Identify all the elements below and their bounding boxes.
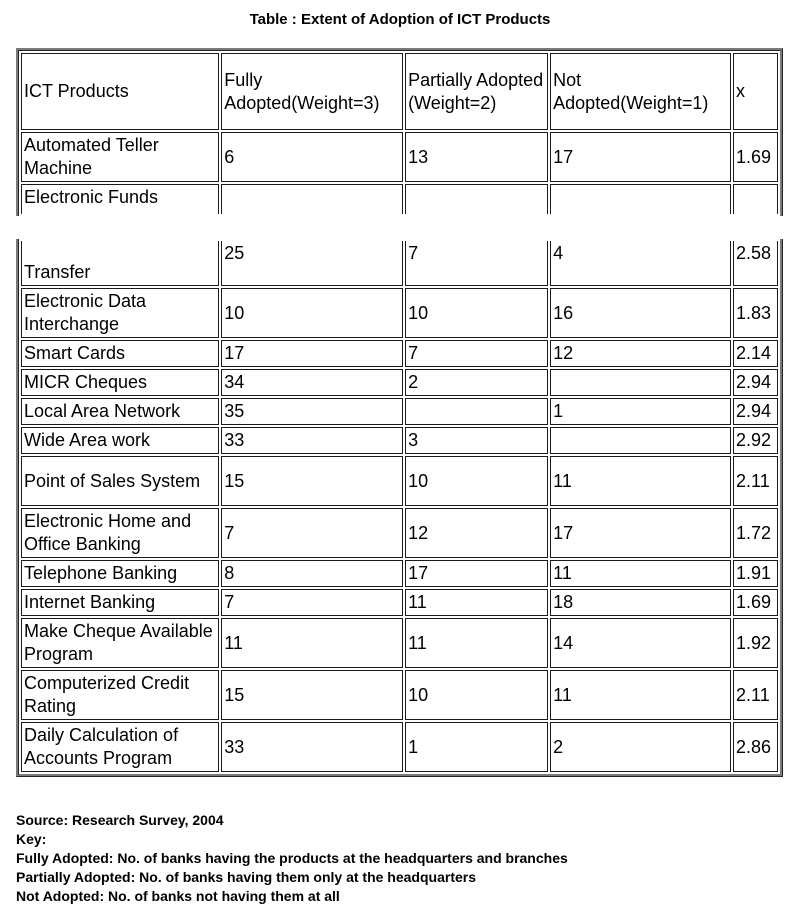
fully-cell: 33 bbox=[221, 427, 403, 454]
fully-cell: 6 bbox=[221, 132, 403, 182]
x-cell: 2.11 bbox=[733, 670, 778, 720]
partially-cell: 13 bbox=[405, 132, 548, 182]
not-cell: 17 bbox=[550, 508, 731, 558]
x-cell: 1.92 bbox=[733, 618, 778, 668]
x-cell: 2.58 bbox=[733, 241, 778, 286]
product-cell: Wide Area work bbox=[21, 427, 219, 454]
table-title: Table : Extent of Adoption of ICT Products bbox=[249, 11, 551, 28]
not-cell bbox=[550, 369, 731, 396]
product-cell: Telephone Banking bbox=[21, 560, 219, 587]
table-row bbox=[21, 560, 778, 587]
table-row bbox=[21, 456, 778, 506]
partially-cell: 3 bbox=[405, 427, 548, 454]
x-cell: 1.72 bbox=[733, 508, 778, 558]
partially-cell: 10 bbox=[405, 670, 548, 720]
x-cell: 1.69 bbox=[733, 132, 778, 182]
table-notes bbox=[16, 811, 568, 906]
page-break-gap bbox=[0, 224, 800, 239]
fully-cell: 15 bbox=[221, 670, 403, 720]
table-row bbox=[21, 132, 778, 182]
product-cell: Electronic Home and Office Banking bbox=[21, 508, 219, 558]
partially-adopted-note: Partially Adopted: No. of banks having them only at the headquarters bbox=[16, 869, 476, 885]
fully-cell: 33 bbox=[221, 722, 403, 772]
fully-cell: 34 bbox=[221, 369, 403, 396]
header-not-adopted: Not Adopted(Weight=1) bbox=[550, 53, 731, 130]
fully-cell: 7 bbox=[221, 589, 403, 616]
header-partially-adopted: Partially Adopted (Weight=2) bbox=[405, 53, 548, 130]
x-cell: 2.94 bbox=[733, 369, 778, 396]
table-row bbox=[21, 589, 778, 616]
table-row bbox=[21, 369, 778, 396]
table-row bbox=[21, 722, 778, 772]
header-row bbox=[21, 53, 778, 130]
partially-cell: 11 bbox=[405, 618, 548, 668]
partially-cell: 7 bbox=[405, 340, 548, 367]
source-note: Source: Research Survey, 2004 bbox=[16, 812, 224, 828]
x-cell: 2.92 bbox=[733, 427, 778, 454]
header-x: x bbox=[733, 53, 778, 130]
table-row-split-top bbox=[21, 184, 778, 214]
product-cell: Internet Banking bbox=[21, 589, 219, 616]
not-cell: 14 bbox=[550, 618, 731, 668]
table-row bbox=[21, 340, 778, 367]
adoption-table-part-1 bbox=[16, 48, 783, 216]
partially-cell: 10 bbox=[405, 456, 548, 506]
not-adopted-note: Not Adopted: No. of banks not having them at all bbox=[16, 888, 340, 904]
fully-cell: 11 bbox=[221, 618, 403, 668]
x-cell: 1.83 bbox=[733, 288, 778, 338]
product-cell: Transfer bbox=[21, 241, 219, 286]
fully-cell: 17 bbox=[221, 340, 403, 367]
partially-cell: 17 bbox=[405, 560, 548, 587]
not-cell bbox=[550, 184, 731, 214]
x-cell: 2.14 bbox=[733, 340, 778, 367]
partially-cell bbox=[405, 398, 548, 425]
header-fully-adopted: Fully Adopted(Weight=3) bbox=[221, 53, 403, 130]
partially-cell: 7 bbox=[405, 241, 548, 286]
x-cell: 2.11 bbox=[733, 456, 778, 506]
table-row bbox=[21, 427, 778, 454]
x-cell: 1.69 bbox=[733, 589, 778, 616]
not-cell: 18 bbox=[550, 589, 731, 616]
partially-cell: 2 bbox=[405, 369, 548, 396]
key-label: Key: bbox=[16, 831, 47, 847]
not-cell: 17 bbox=[550, 132, 731, 182]
product-cell: Automated Teller Machine bbox=[21, 132, 219, 182]
partially-cell: 11 bbox=[405, 589, 548, 616]
product-cell: Electronic Funds bbox=[21, 184, 219, 214]
not-cell: 4 bbox=[550, 241, 731, 286]
adoption-table-part-2 bbox=[16, 239, 783, 777]
product-cell: Computerized Credit Rating bbox=[21, 670, 219, 720]
not-cell: 11 bbox=[550, 560, 731, 587]
fully-cell: 25 bbox=[221, 241, 403, 286]
fully-cell: 10 bbox=[221, 288, 403, 338]
table-row bbox=[21, 670, 778, 720]
product-cell: Make Cheque Available Program bbox=[21, 618, 219, 668]
table-row-split-bottom bbox=[21, 241, 778, 286]
x-cell: 1.91 bbox=[733, 560, 778, 587]
x-cell bbox=[733, 184, 778, 214]
not-cell bbox=[550, 427, 731, 454]
product-cell: Point of Sales System bbox=[21, 456, 219, 506]
partially-cell: 1 bbox=[405, 722, 548, 772]
product-cell: Electronic Data Interchange bbox=[21, 288, 219, 338]
partially-cell bbox=[405, 184, 548, 214]
fully-adopted-note: Fully Adopted: No. of banks having the products at the headquarters and branches bbox=[16, 850, 568, 866]
table-row bbox=[21, 618, 778, 668]
fully-cell: 15 bbox=[221, 456, 403, 506]
partially-cell: 10 bbox=[405, 288, 548, 338]
product-cell: MICR Cheques bbox=[21, 369, 219, 396]
table-row bbox=[21, 288, 778, 338]
product-cell: Daily Calculation of Accounts Program bbox=[21, 722, 219, 772]
not-cell: 16 bbox=[550, 288, 731, 338]
table-row bbox=[21, 398, 778, 425]
header-ict-products: ICT Products bbox=[21, 53, 219, 130]
fully-cell bbox=[221, 184, 403, 214]
product-cell: Smart Cards bbox=[21, 340, 219, 367]
fully-cell: 8 bbox=[221, 560, 403, 587]
table-row bbox=[21, 508, 778, 558]
x-cell: 2.86 bbox=[733, 722, 778, 772]
partially-cell: 12 bbox=[405, 508, 548, 558]
fully-cell: 35 bbox=[221, 398, 403, 425]
fully-cell: 7 bbox=[221, 508, 403, 558]
not-cell: 2 bbox=[550, 722, 731, 772]
not-cell: 12 bbox=[550, 340, 731, 367]
not-cell: 11 bbox=[550, 456, 731, 506]
x-cell: 2.94 bbox=[733, 398, 778, 425]
not-cell: 11 bbox=[550, 670, 731, 720]
not-cell: 1 bbox=[550, 398, 731, 425]
product-cell: Local Area Network bbox=[21, 398, 219, 425]
